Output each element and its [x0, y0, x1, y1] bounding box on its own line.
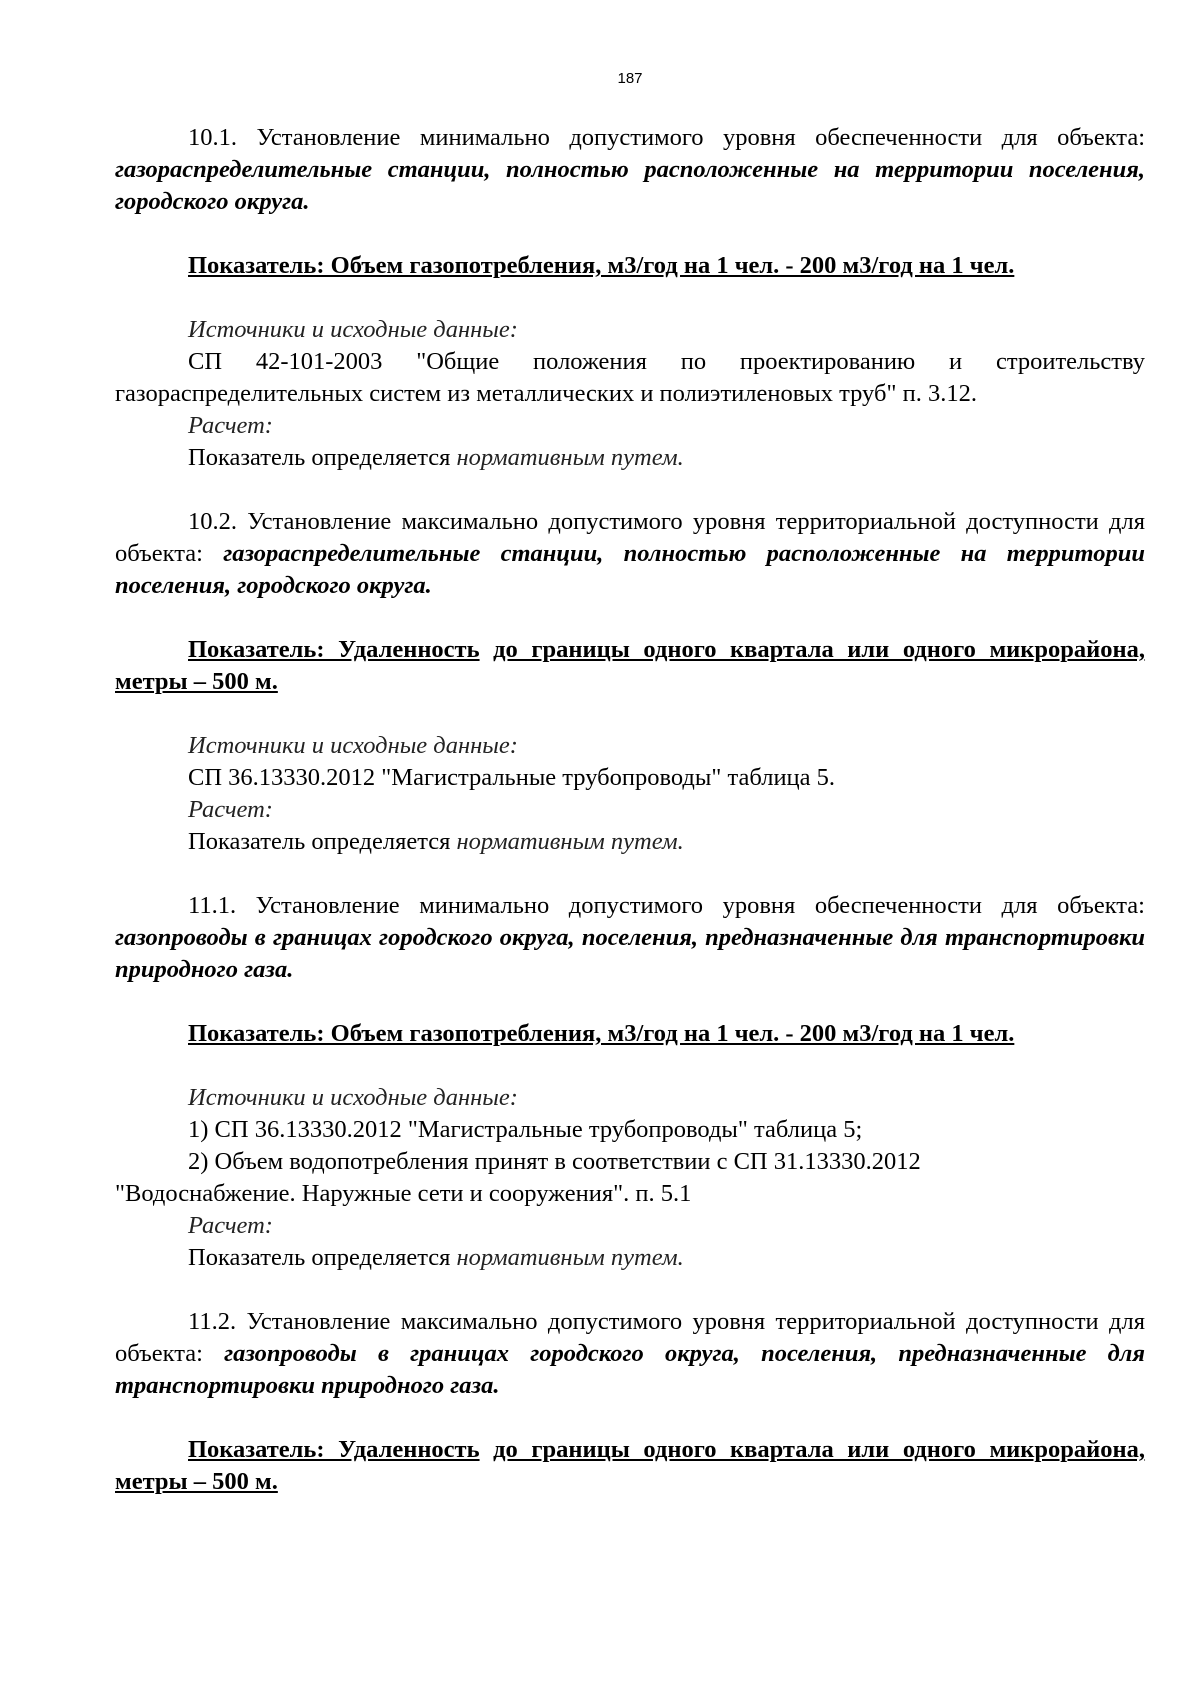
- sources-label-10-2: Источники и исходные данные:: [188, 732, 518, 759]
- calc-label-10-2: Расчет:: [188, 796, 273, 823]
- section-11-2-lead: 11.2. Установление максимально допустимого уровня территориальной доступности для объекта:: [115, 1308, 1145, 1367]
- calc-label-11-1: Расчет:: [188, 1212, 273, 1239]
- section-10-2-lead: 10.2. Установление максимально допустимого уровня территориальной доступности для объекта:: [115, 508, 1145, 567]
- page-number: 187: [617, 70, 643, 87]
- section-11-1-lead: 11.1. Установление минимально допустимого уровня обеспеченности для объекта:: [188, 892, 1145, 919]
- sources-label-11-1: Источники и исходные данные:: [188, 1084, 518, 1111]
- section-10-2-object: газораспределительные станции, полностью расположенные на территории поселения, городского округа.: [115, 540, 1145, 599]
- indicator-11-1-text: Показатель: Объем газопотребления, м3/год на 1 чел. - 200 м3/год на 1 чел.: [188, 1020, 1015, 1047]
- indicator-10-2: Показатель: Удаленность до границы одного квартала или одного микрорайона, метры – 500 м.: [115, 636, 1146, 695]
- section-11-2-object: газопроводы в границах городского округа, поселения, предназначенные для транспортировки природного газа.: [115, 1340, 1146, 1399]
- section-10-2: [115, 506, 1145, 602]
- section-10-1-object: газораспределительные станции, полностью расположенные на территории поселения, городского округа.: [115, 156, 1145, 215]
- section-11-1: [115, 890, 1145, 986]
- section-11-1-object: газопроводы в границах городского округа, поселения, предназначенные для транспортировки природного газа.: [115, 924, 1145, 983]
- document-body: [115, 122, 1145, 1498]
- sources-label-10-1: Источники и исходные данные:: [188, 316, 518, 343]
- calc-text-10-2: Показатель определяется нормативным путем.: [188, 828, 684, 855]
- calc-text-11-1: Показатель определяется нормативным путем.: [188, 1244, 684, 1271]
- sources-text-10-2: СП 36.13330.2012 "Магистральные трубопроводы" таблица 5.: [188, 764, 836, 791]
- indicator-11-1: [115, 1018, 1145, 1050]
- sources-item-2-11-1-line-1: 2) Объем водопотребления принят в соответствии с СП 31.13330.2012: [188, 1148, 921, 1175]
- calc-text-10-1: Показатель определяется нормативным путем.: [188, 444, 684, 471]
- sources-item-2-11-1-line-2: "Водоснабжение. Наружные сети и сооружения". п. 5.1: [115, 1180, 692, 1207]
- sources-text-10-1: СП 42-101-2003 "Общие положения по проектированию и строительству газораспределительных систем из металлических и полиэтиленовых труб" п. 3.12.: [115, 348, 1145, 407]
- calc-label-10-1: Расчет:: [188, 412, 273, 439]
- sources-item-1-11-1: 1) СП 36.13330.2012 "Магистральные трубопроводы" таблица 5;: [188, 1116, 863, 1143]
- section-10-1: [115, 122, 1145, 218]
- indicator-10-1-text: Показатель: Объем газопотребления, м3/год на 1 чел. - 200 м3/год на 1 чел.: [188, 252, 1015, 279]
- section-11-2: [115, 1306, 1145, 1402]
- section-10-1-lead: 10.1. Установление минимально допустимого уровня обеспеченности для объекта:: [188, 124, 1145, 151]
- indicator-11-2: Показатель: Удаленность до границы одного квартала или одного микрорайона, метры – 500 м.: [115, 1436, 1146, 1495]
- indicator-10-1: [115, 250, 1145, 282]
